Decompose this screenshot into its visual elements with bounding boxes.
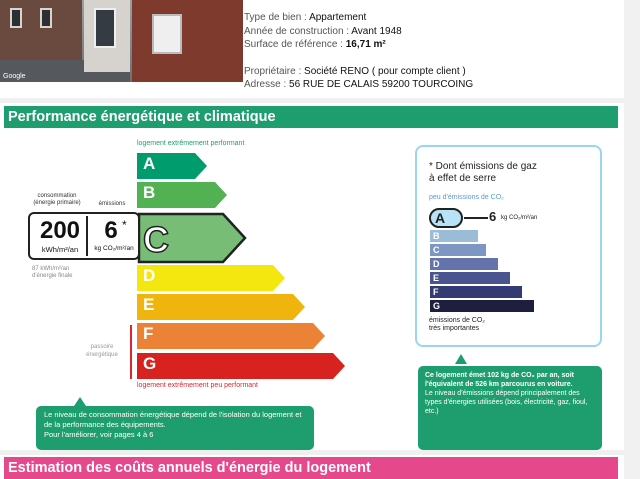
- ges-value: 6: [489, 209, 497, 224]
- type-label: Type de bien :: [244, 12, 310, 23]
- energy-class-b: [137, 182, 227, 208]
- consumption-unit: kWh/m²/an: [41, 245, 79, 254]
- energy-class-g: [137, 353, 345, 379]
- energy-class-d: [137, 265, 285, 291]
- emissions-unit: kg CO₂/m²/an: [94, 245, 134, 252]
- house-right: [132, 0, 243, 82]
- property-info: [244, 11, 473, 92]
- energy-class-letter: D: [143, 266, 156, 285]
- ges-class-letter: E: [433, 273, 440, 283]
- ges-class-letter: F: [433, 287, 439, 297]
- scale-top-label: logement extrêmement performant: [137, 140, 245, 147]
- section-gap: [0, 98, 624, 103]
- energy-class-letter: B: [143, 183, 156, 202]
- consumption-value: 200: [39, 217, 81, 244]
- street-view-photo: [0, 0, 243, 82]
- scale-bottom-label: logement extrêmement peu performant: [137, 382, 259, 389]
- type-value: Appartement: [309, 12, 367, 23]
- google-watermark: Google: [3, 73, 26, 80]
- ges-low-label: peu d'émissions de CO₂: [429, 194, 504, 201]
- ges-class-f: [430, 286, 522, 298]
- surface-value: 16,71 m²: [345, 39, 386, 50]
- energy-class-letter: F: [143, 324, 154, 343]
- ges-note-tip: [455, 354, 467, 364]
- ges-class-c: [430, 244, 486, 256]
- year-label: Année de construction :: [244, 25, 352, 37]
- current-class-outline: [137, 212, 247, 264]
- energy-class-f: [137, 323, 325, 349]
- ges-current-class: [429, 208, 463, 228]
- ges-current-letter: A: [435, 210, 446, 226]
- final-energy: 87 kWh/m²/an d'énergie finale: [32, 266, 73, 279]
- ges-class-g: [430, 300, 534, 312]
- emissions-value: 6: [104, 217, 118, 244]
- energy-note: Le niveau de consommation énergétique dépend de l'isolation du logement et de la performance des équipements. Pour l'améliorer, voir pages 4 à 6: [36, 406, 314, 450]
- passoire-bar: [130, 325, 132, 379]
- section-gap: [0, 450, 624, 455]
- ges-high-label: émissions de CO₂ très importantes: [429, 317, 486, 332]
- year-value: Avant 1948: [351, 25, 402, 37]
- energy-section-title: Performance énergétique et climatique: [4, 106, 618, 128]
- ges-note: [418, 366, 602, 450]
- emissions-star: *: [122, 218, 127, 232]
- ges-class-letter: C: [433, 245, 440, 255]
- house-left: [0, 0, 82, 66]
- energy-class-e: [137, 294, 305, 320]
- ges-panel: [415, 145, 602, 347]
- ges-class-d: [430, 258, 498, 270]
- ges-class-letter: D: [433, 259, 440, 269]
- surface-label: Surface de référence :: [244, 39, 346, 50]
- owner-value: Société RENO ( pour compte client ): [304, 65, 466, 77]
- ges-note-text: Le niveau d'émissions dépend principalement des types d'énergies utilisées (bois, électricité, gaz, fioul, etc.): [425, 390, 588, 415]
- ges-unit: kg CO₂/m²/an: [501, 215, 538, 221]
- address-value: 56 RUE DE CALAIS 59200 TOURCOING: [289, 79, 474, 90]
- ges-class-letter: G: [433, 301, 441, 311]
- consumption-box: [28, 212, 140, 260]
- energy-class-letter: A: [143, 154, 156, 173]
- ges-class-e: [430, 272, 510, 284]
- consumption-caption: consommation (énergie primaire): [33, 193, 81, 206]
- energy-class-letter: G: [143, 354, 157, 373]
- address-label: Adresse :: [244, 79, 290, 90]
- ges-class-b: [430, 230, 478, 242]
- owner-label: Propriétaire :: [244, 65, 305, 77]
- page-edge: [624, 0, 640, 479]
- passoire-label: passoire énergétique: [86, 344, 118, 358]
- energy-class-a: [137, 153, 207, 179]
- current-class-letter: C: [143, 219, 169, 260]
- energy-class-letter: E: [143, 295, 155, 314]
- house-middle: [84, 0, 130, 72]
- note-tip: [74, 397, 86, 406]
- ges-pointer-line: [464, 217, 488, 219]
- ges-note-bold: Ce logement émet 102 kg de CO₂ par an, soit l'équivalent de 526 km parcourus en voiture.: [425, 372, 574, 388]
- emissions-caption: émissions: [98, 201, 126, 207]
- ges-title: * Dont émissions de gaz à effet de serre: [429, 161, 537, 184]
- ges-class-letter: B: [433, 231, 440, 241]
- costs-section-title: Estimation des coûts annuels d'énergie du logement: [4, 457, 618, 479]
